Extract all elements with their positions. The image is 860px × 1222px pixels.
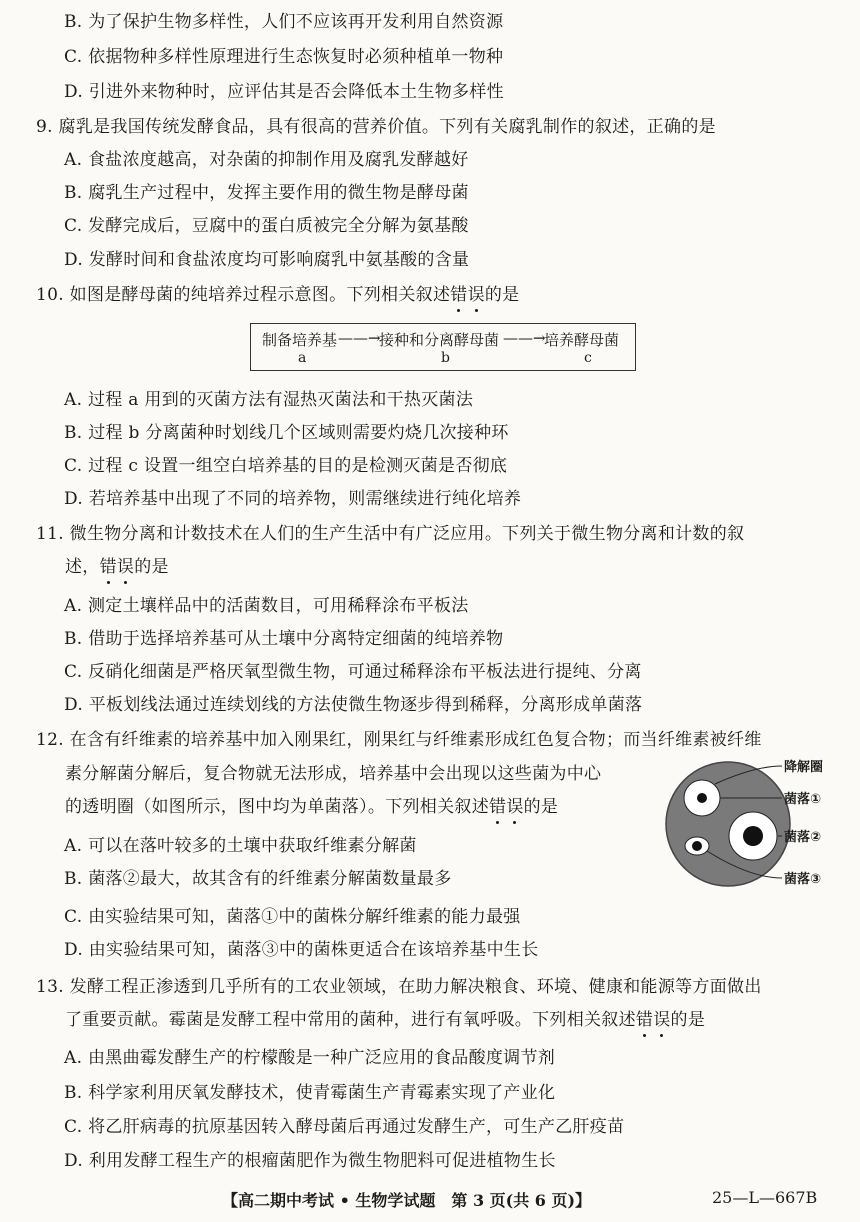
q8-option-c: C. 依据物种多样性原理进行生态恢复时必须种植单一物种 (64, 47, 504, 67)
q12-option-b: B. 菌落②最大，故其含有的纤维素分解菌数量最多 (64, 869, 452, 889)
colony-3 (692, 841, 702, 851)
q10-stem (36, 283, 519, 307)
exam-code: 25—L—667B (712, 1188, 818, 1207)
q8-option-b: B. 为了保护生物多样性，人们不应该再开发利用自然资源 (64, 12, 504, 32)
emphasis-char: 错 (99, 557, 117, 577)
q9-option-d: D. 发酵时间和食盐浓度均可影响腐乳中氨基酸的含量 (64, 250, 470, 270)
flow-step-culture: 培养酵母菌 (544, 331, 620, 349)
q12-option-d: D. 由实验结果可知，菌落③中的菌株更适合在该培养基中生长 (64, 940, 539, 960)
q8-option-d: D. 引进外来物种时，应评估其是否会降低本土生物多样性 (64, 82, 504, 102)
q12-stem-text: 的透明圈（如图所示，图中均为单菌落）。下列相关叙述 (65, 797, 489, 817)
colony-2 (743, 826, 763, 846)
q11-option-d: D. 平板划线法通过连续划线的方法使微生物逐步得到稀释，分离形成单菌落 (64, 695, 643, 715)
q9-option-c: C. 发酵完成后，豆腐中的蛋白质被完全分解为氨基酸 (64, 216, 469, 236)
label-colony-1: 菌落① (784, 792, 822, 807)
q13-stem-end: 的是 (670, 1010, 706, 1030)
q13-option-b: B. 科学家利用厌氧发酵技术，使青霉菌生产青霉素实现了产业化 (64, 1083, 556, 1103)
emphasis-char: 误 (506, 797, 524, 817)
q12-petri-dish-figure (660, 758, 850, 894)
emphasis-char: 误 (116, 557, 135, 577)
q10-option-a: A. 过程 a 用到的灭菌方法有湿热灭菌法和干热灭菌法 (64, 390, 474, 410)
emphasis-char: 错 (635, 1010, 654, 1030)
q10-option-d: D. 若培养基中出现了不同的培养物，则需继续进行纯化培养 (64, 489, 522, 509)
emphasis-char: 误 (653, 1010, 671, 1030)
q13-option-a: A. 由黑曲霉发酵生产的柠檬酸是一种广泛应用的食品酸度调节剂 (64, 1048, 556, 1068)
q11-option-a: A. 测定土壤样品中的活菌数目，可用稀释涂布平板法 (64, 596, 469, 616)
q11-option-b: B. 借助于选择培养基可从土壤中分离特定细菌的纯培养物 (64, 629, 504, 649)
emphasis-char: 错 (489, 797, 507, 817)
q13-option-c: C. 将乙肝病毒的抗原基因转入酵母菌后再通过发酵生产，可生产乙肝疫苗 (64, 1117, 625, 1137)
q12-stem-line3 (65, 795, 558, 819)
emphasis-char: 错 (450, 285, 468, 305)
petri-dish-diagram (660, 758, 850, 894)
label-colony-3: 菌落③ (784, 872, 822, 887)
flow-tag-b: b (441, 350, 450, 366)
q10-option-c: C. 过程 c 设置一组空白培养基的目的是检测灭菌是否彻底 (64, 456, 508, 476)
q10-stem-end: 的是 (484, 285, 520, 305)
q13-stem-line2 (65, 1008, 705, 1032)
q9-stem: 9. 腐乳是我国传统发酵食品，具有很高的营养价值。下列有关腐乳制作的叙述，正确的是 (36, 117, 716, 137)
q12-stem-line1: 12. 在含有纤维素的培养基中加入刚果红，刚果红与纤维素形成红色复合物；而当纤维素被纤维 (36, 730, 762, 750)
q13-stem-line1: 13. 发酵工程正渗透到几乎所有的工农业领域，在助力解决粮食、环境、健康和能源等方面做出 (36, 977, 762, 997)
label-clearing-ring: 降解圈 (784, 760, 824, 775)
flow-arrow: ——→ (503, 329, 546, 347)
flow-arrow: ——→ (338, 329, 381, 347)
q11-stem-end: 的是 (134, 557, 169, 577)
page-footer-title: 【高二期中考试 • 生物学试题 第 3 页(共 6 页)】 (222, 1191, 592, 1210)
q12-stem-line2: 素分解菌分解后，复合物就无法形成，培养基中会出现以这些菌为中心 (65, 764, 602, 784)
q13-stem-text: 了重要贡献。霉菌是发酵工程中常用的菌种，进行有氧呼吸。下列相关叙述 (65, 1010, 636, 1030)
q11-stem-line2 (65, 555, 169, 579)
q12-option-c: C. 由实验结果可知，菌落①中的菌株分解纤维素的能力最强 (64, 907, 521, 927)
flow-tag-a: a (298, 350, 307, 366)
q10-option-b: B. 过程 b 分离菌种时划线几个区域则需要灼烧几次接种环 (64, 423, 509, 443)
q11-stem-line1: 11. 微生物分离和计数技术在人们的生产生活中有广泛应用。下列关于微生物分离和计数的叙 (36, 524, 745, 544)
label-colony-2: 菌落② (784, 830, 822, 845)
flow-step-inoculate: 接种和分离酵母菌 (379, 331, 500, 349)
q10-flow-diagram (250, 323, 636, 371)
q12-stem-end: 的是 (523, 797, 559, 817)
q11-option-c: C. 反硝化细菌是严格厌氧型微生物，可通过稀释涂布平板法进行提纯、分离 (64, 662, 642, 682)
flow-step-prepare-medium: 制备培养基 (262, 331, 338, 349)
q9-option-b: B. 腐乳生产过程中，发挥主要作用的微生物是酵母菌 (64, 183, 469, 203)
q10-stem-text: 10. 如图是酵母菌的纯培养过程示意图。下列相关叙述 (36, 285, 451, 305)
q9-option-a: A. 食盐浓度越高，对杂菌的抑制作用及腐乳发酵越好 (64, 150, 469, 170)
q13-option-d: D. 利用发酵工程生产的根瘤菌肥作为微生物肥料可促进植物生长 (64, 1151, 556, 1171)
q12-option-a: A. 可以在落叶较多的土壤中获取纤维素分解菌 (64, 836, 417, 856)
colony-1 (697, 793, 707, 803)
flow-tag-c: c (584, 350, 592, 366)
q11-stem-text: 述， (65, 557, 100, 577)
emphasis-char: 误 (467, 285, 485, 305)
